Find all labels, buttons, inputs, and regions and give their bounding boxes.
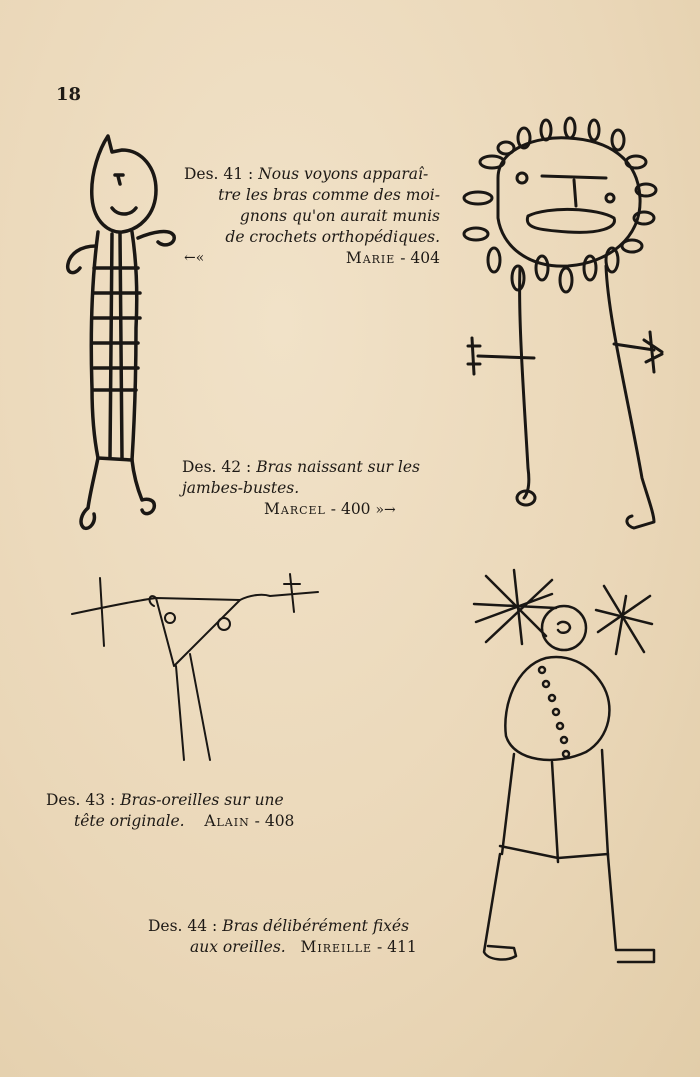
caption-des-43 [46, 790, 346, 832]
caption-text-line: tre les bras comme des moi- [218, 186, 440, 204]
caption-text-line: aux oreilles. [190, 938, 286, 956]
caption-code: - 411 [376, 938, 417, 956]
caption-text-line: Bras-oreilles sur une [120, 791, 284, 809]
arrow-left-icon: ←« [184, 250, 205, 266]
caption-text-line: tête originale. [74, 812, 185, 830]
drawing-des-42 [458, 118, 668, 538]
caption-des-41 [184, 164, 440, 269]
drawing-des-43 [70, 570, 330, 770]
caption-author: Marcel [264, 500, 326, 518]
arrow-right-icon: »→ [375, 502, 396, 518]
caption-des-44 [148, 916, 448, 958]
page-number: 18 [56, 84, 82, 105]
drawing-des-44 [466, 566, 666, 976]
caption-text-line: Nous voyons apparaî- [258, 165, 429, 183]
caption-label: Des. 42 : [182, 458, 252, 476]
drawing-des-41 [60, 128, 190, 538]
caption-code: - 404 [400, 249, 440, 267]
caption-text-line: jambes-bustes. [182, 479, 300, 497]
caption-author: Marie [345, 249, 396, 267]
caption-author: Mireille [300, 938, 373, 956]
caption-author: Alain [204, 812, 250, 830]
caption-code: - 400 [330, 500, 371, 518]
caption-text-line: de crochets orthopédiques. [225, 228, 440, 246]
caption-text-line: gnons qu'on aurait munis [239, 207, 440, 225]
caption-des-42 [182, 457, 438, 521]
caption-text-line: Bras délibérément fixés [222, 917, 410, 935]
caption-code: - 408 [254, 812, 295, 830]
caption-label: Des. 43 : [46, 791, 116, 809]
caption-text-line: Bras naissant sur les [256, 458, 420, 476]
caption-label: Des. 41 : [184, 165, 254, 183]
caption-label: Des. 44 : [148, 917, 218, 935]
